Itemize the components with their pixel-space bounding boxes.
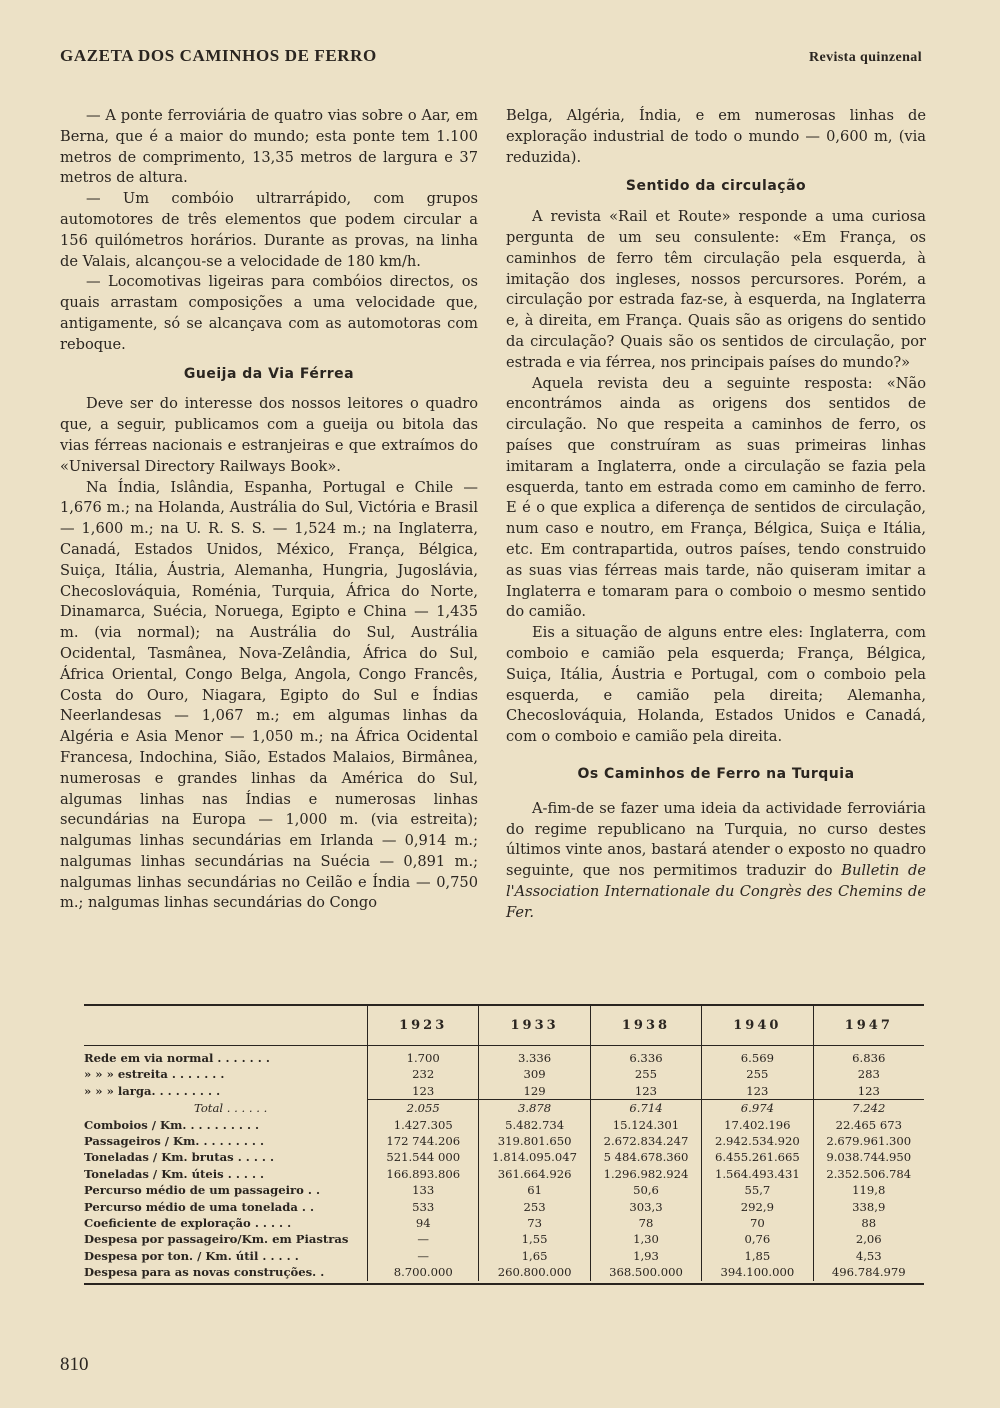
cell-value: 15.124.301 [590, 1117, 701, 1133]
table-total-row [84, 1100, 924, 1117]
turkey-railways-table [84, 1004, 924, 1285]
statistics-table [84, 1006, 924, 1281]
cell-value: 6.336 [590, 1046, 701, 1067]
cell-value: 1.427.305 [368, 1117, 479, 1133]
cell-value: 6.714 [590, 1100, 701, 1117]
cell-value: 119,8 [813, 1182, 924, 1198]
cell-value: 133 [368, 1182, 479, 1198]
cell-value: 232 [368, 1066, 479, 1082]
paragraph-text: A-fim-de se fazer uma ideia da actividade ferroviária do regime republicano na Turquia, no curso destes últimos vinte anos, bastará atender o exposto no quadro seguinte, que nos permitimos traduzir do [506, 799, 926, 880]
cell-value: 1,93 [590, 1248, 701, 1264]
year-header: 1947 [813, 1006, 924, 1046]
cell-value: 4,53 [813, 1248, 924, 1264]
table-header-row [84, 1006, 924, 1046]
cell-value: 368.500.000 [590, 1264, 701, 1280]
publication-subtitle: Revista quinzenal [809, 50, 922, 65]
cell-value: 309 [479, 1066, 590, 1082]
cell-value: 1,65 [479, 1248, 590, 1264]
cell-value: 260.800.000 [479, 1264, 590, 1280]
row-label: Toneladas / Km. brutas . . . . . [84, 1150, 275, 1165]
table-row [84, 1166, 924, 1182]
row-label: Percurso médio de uma tonelada . . [84, 1199, 315, 1214]
table-row [84, 1199, 924, 1215]
table-row [84, 1248, 924, 1264]
row-label: Rede em via normal . . . . . . . [84, 1051, 270, 1065]
year-header: 1933 [479, 1006, 590, 1046]
year-header: 1923 [368, 1006, 479, 1046]
cell-value: — [368, 1231, 479, 1247]
cell-value: 2,06 [813, 1231, 924, 1247]
cell-value: 3.878 [479, 1100, 590, 1117]
cell-value: 292,9 [702, 1199, 813, 1215]
row-label: Toneladas / Km. úteis . . . . . [84, 1166, 265, 1181]
row-label: Despesa por passageiro/Km. em Piastras [84, 1232, 349, 1247]
cell-value: 394.100.000 [702, 1264, 813, 1280]
table-row [84, 1066, 924, 1082]
left-column [60, 106, 478, 914]
cell-value: 6.836 [813, 1046, 924, 1067]
table-row [84, 1046, 924, 1067]
cell-value: 303,3 [590, 1199, 701, 1215]
cell-value: 1.564.493.431 [702, 1166, 813, 1182]
cell-value: 533 [368, 1199, 479, 1215]
row-label: Despesa por ton. / Km. útil . . . . . [84, 1248, 299, 1263]
section-heading: Os Caminhos de Ferro na Turquia [577, 765, 855, 782]
year-header: 1940 [702, 1006, 813, 1046]
table-row [84, 1083, 924, 1100]
cell-value: 496.784.979 [813, 1264, 924, 1280]
row-label: » » » estreita . . . . . . . [84, 1067, 225, 1082]
cell-value: 2.055 [368, 1100, 479, 1117]
publication-title: GAZETA DOS CAMINHOS DE FERRO [60, 46, 377, 65]
row-label: » » » larga. . . . . . . . . [84, 1084, 221, 1099]
page-header [60, 46, 922, 66]
row-label: Despesa para as novas construções. . [84, 1265, 325, 1280]
cell-value: 319.801.650 [479, 1133, 590, 1149]
cell-value: — [368, 1248, 479, 1264]
cell-value: 8.700.000 [368, 1264, 479, 1280]
cell-value: 9.038.744.950 [813, 1149, 924, 1165]
cell-value: 6.455.261.665 [702, 1149, 813, 1165]
cell-value: 283 [813, 1066, 924, 1082]
cell-value: 17.402.196 [702, 1117, 813, 1133]
table-body [84, 1046, 924, 1281]
row-label: Passageiros / Km. . . . . . . . . [84, 1134, 265, 1149]
table-row [84, 1231, 924, 1247]
cell-value: 88 [813, 1215, 924, 1231]
publication-citation: Bulletin de l'Association Internationale du Congrès des Chemins de Fer. [506, 862, 926, 921]
cell-value: 1,55 [479, 1231, 590, 1247]
cell-value: 70 [702, 1215, 813, 1231]
table-bottom-rule [84, 1283, 924, 1285]
table-row [84, 1182, 924, 1198]
cell-value: 0,76 [702, 1231, 813, 1247]
paragraph: — Um combóio ultrarrápido, com grupos automotores de três elementos que podem circular a 156 quilómetros horários. Durante as provas, na linha de Valais, alcançou-se a velocidade de 180 km/h. [60, 190, 478, 270]
cell-value: 55,7 [702, 1182, 813, 1198]
cell-value: 2.352.506.784 [813, 1166, 924, 1182]
right-column [506, 106, 926, 923]
cell-value: 123 [368, 1083, 479, 1100]
paragraph: Eis a situação de alguns entre eles: Inglaterra, com comboio e camião pela esquerda; França, Bélgica, Suiça, Itália, Áustria e Portugal, com o comboio pela esquerda, e camião pela direita; Alemanha, Checoslováquia, Holanda, Estados Unidos e Canadá, com o comboio e camião pela direita. [506, 624, 926, 746]
cell-value: 22.465 673 [813, 1117, 924, 1133]
cell-value: 50,6 [590, 1182, 701, 1198]
cell-value: 123 [813, 1083, 924, 1100]
cell-value: 61 [479, 1182, 590, 1198]
cell-value: 5 484.678.360 [590, 1149, 701, 1165]
row-label: Comboios / Km. . . . . . . . . . [84, 1117, 260, 1132]
cell-value: 253 [479, 1199, 590, 1215]
row-label: Percurso médio de um passageiro . . [84, 1183, 321, 1198]
paragraph: — A ponte ferroviária de quatro vias sobre o Aar, em Berna, que é a maior do mundo; esta ponte tem 1.100 metros de comprimento, 13,35 metros de largura e 37 metros de altura. [60, 107, 478, 187]
paragraph: A revista «Rail et Route» responde a uma curiosa pergunta de um seu consulente: «Em França, os caminhos de ferro têm circulação pela esquerda, à imitação dos ingleses, nossos percursores. Porém, a circulação por estrada faz-se, à esquerda, na Inglaterra e, à direita, em França. Quais são as origens do sentido da circulação? Quais são os sentidos de circulação, por estrada e via férrea, nos principais países do mundo?» [506, 208, 926, 371]
cell-value: 2.942.534.920 [702, 1133, 813, 1149]
section-heading: Sentido da circulação [625, 178, 807, 195]
cell-value: 1,30 [590, 1231, 701, 1247]
cell-value: 255 [590, 1066, 701, 1082]
table-row [84, 1215, 924, 1231]
table-row [84, 1117, 924, 1133]
cell-value: 5.482.734 [479, 1117, 590, 1133]
cell-value: 2.672.834.247 [590, 1133, 701, 1149]
table-row [84, 1133, 924, 1149]
cell-value: 255 [702, 1066, 813, 1082]
cell-value: 166.893.806 [368, 1166, 479, 1182]
cell-value: 123 [590, 1083, 701, 1100]
cell-value: 172 744.206 [368, 1133, 479, 1149]
page-number: 810 [60, 1354, 89, 1375]
cell-value: 1.814.095.047 [479, 1149, 590, 1165]
paragraph: — Locomotivas ligeiras para combóios directos, os quais arrastam composições a uma velocidade que, antigamente, só se alcançava com as automotoras com reboque. [60, 273, 478, 353]
cell-value: 1,85 [702, 1248, 813, 1264]
paragraph: Aquela revista deu a seguinte resposta: «Não encontrámos ainda as origens dos sentidos de circulação. No que respeita a caminhos de ferro, os países que construíram as suas primeiras linhas imitaram a Inglaterra, onde a circulação se fazia pela esquerda, tanto em estrada como em caminho de ferro. E é o que explica a diferença de sentidos de circulação, num caso e noutro, em França, Bélgica, Suiça e Itália, etc. Em contrapartida, outros países, tendo construido as suas vias férreas mais tarde, não quiseram imitar a Inglaterra e tomaram para o comboio o mesmo sentido do camião. [506, 374, 926, 621]
table-corner [84, 1006, 368, 1046]
cell-value: 73 [479, 1215, 590, 1231]
section-heading: Gueija da Via Férrea [183, 365, 355, 382]
cell-value: 94 [368, 1215, 479, 1231]
paragraph: Belga, Algéria, Índia, e em numerosas linhas de exploração industrial de todo o mundo — 0,600 m, (via reduzida). [506, 107, 926, 166]
cell-value: 78 [590, 1215, 701, 1231]
row-label: Total . . . . . . [194, 1100, 268, 1115]
cell-value: 7.242 [813, 1100, 924, 1117]
table-row [84, 1264, 924, 1280]
row-label: Coeficiente de exploração . . . . . [84, 1216, 292, 1231]
cell-value: 521.544 000 [368, 1149, 479, 1165]
cell-value: 129 [479, 1083, 590, 1100]
year-header: 1938 [590, 1006, 701, 1046]
cell-value: 361.664.926 [479, 1166, 590, 1182]
cell-value: 338,9 [813, 1199, 924, 1215]
cell-value: 123 [702, 1083, 813, 1100]
cell-value: 2.679.961.300 [813, 1133, 924, 1149]
paragraph: Na Índia, Islândia, Espanha, Portugal e Chile — 1,676 m.; na Holanda, Austrália do Sul, Victória e Brasil — 1,600 m.; na U. R. S. S. — 1,524 m.; na Inglaterra, Canadá, Estados Unidos, México, França, Bélgica, Suiça, Itália, Áustria, Alemanha, Hungria, Jugoslávia, Checoslováquia, Roménia, Turquia, África do Norte, Dinamarca, Suécia, Noruega, Egipto e China — 1,435 m. (via normal); na Austrália do Sul, Austrália Ocidental, Tasmânea, Nova-Zelândia, África do Sul, África Oriental, Congo Belga, Angola, Congo Francês, Costa do Ouro, Niagara, Egipto do Sul e Índias Neerlandesas — 1,067 m.; em algumas linhas da Algéria e Asia Menor — 1,050 m.; na África Ocidental Francesa, Indochina, Sião, Estados Malaios, Birmânea, numerosas e grandes linhas da América do Sul, algumas linhas nas Índias e numerosas linhas secundárias na Europa — 1,000 m. (via estreita); nalgumas linhas secundárias em Irlanda — 0,914 m.; nalgumas linhas secundárias na Suécia — 0,891 m.; nalgumas linhas secundárias no Ceilão e Índia — 0,750 m.; nalgumas linhas secundárias do Congo [60, 478, 478, 912]
paragraph: Deve ser do interesse dos nossos leitores o quadro que, a seguir, publicamos com a gueija ou bitola das vias férreas nacionais e estranjeiras e que extraímos do «Universal Directory Railways Book». [60, 395, 478, 475]
cell-value: 1.700 [368, 1046, 479, 1067]
cell-value: 3.336 [479, 1046, 590, 1067]
cell-value: 6.569 [702, 1046, 813, 1067]
cell-value: 6.974 [702, 1100, 813, 1117]
table-row [84, 1149, 924, 1165]
paragraph [506, 799, 926, 924]
cell-value: 1.296.982.924 [590, 1166, 701, 1182]
